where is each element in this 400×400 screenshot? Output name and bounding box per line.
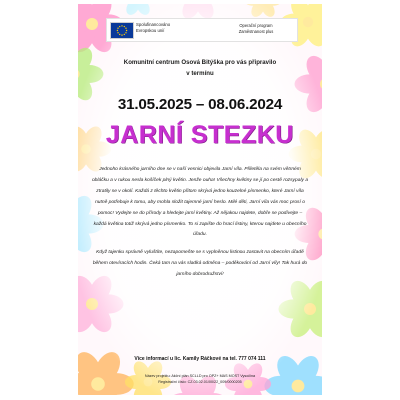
- story-paragraph-2: Když tajenku správně vyluštíte, nezapomeňte se s vyplněnou listinou zastavit na obecním úřadě během otevíracích hodin. Čeká tam na vás sladká odměna – poděkování od Jarní víly! Tak hurá do jarního dobrodružství!: [92, 250, 308, 278]
- project-footer: Název projektu: Akční plán SCLLD pro OPZ+ MAS MOST Vysočina Registrační číslo: CZ.03.02.01/00/22_009/0000205: [144, 374, 256, 384]
- poster: [78, 4, 322, 395]
- story-paragraph-1: Jednoho krásného jarního dne se v naší vesnici objevila Jarní víla. Přiletěla na svém větrném obláčku a v rukou nesla košíček plný květin. Jenže ouha! Všechny květiny se jí po cestě rozsypaly a ztratily se v okolí. Každá z těchto květin přitom skrývá jedno kouzelné písmenko, které Jarní víla nutně potřebuje k tomu, aby mohla složit tajemné jarní heslo. Milé děti, Jarní víla vás moc prosí o pomoc! Vydejte se do přírody a hledejte jarní květiny. Až nějakou najdete, dobře se podívejte – každá květina totiž skrývá jedno písmenko. To si zapište do hrací listiny, kterou najdete u obecního úřadu.: [91, 167, 309, 238]
- event-dates: 31.05.2025 – 08.06.2024: [117, 96, 283, 113]
- intro-text: Komunitní centrum Osová Bitýška pro vás připravilo v termínu: [123, 59, 277, 77]
- operational-programme-label: Operační program Zaměstnanost plus: [238, 23, 274, 34]
- logo-banner: [106, 18, 298, 42]
- eu-flag-icon: [110, 22, 134, 39]
- story-text: [91, 165, 309, 288]
- contact-info: Více informací u lic. Kamily Ráčkové na tel. 777 074 111: [134, 356, 266, 362]
- eu-cofinanced-label: Spolufinancováno Evropskou unií: [136, 22, 171, 33]
- poster-title: JARNÍ STEZKU: [106, 121, 294, 149]
